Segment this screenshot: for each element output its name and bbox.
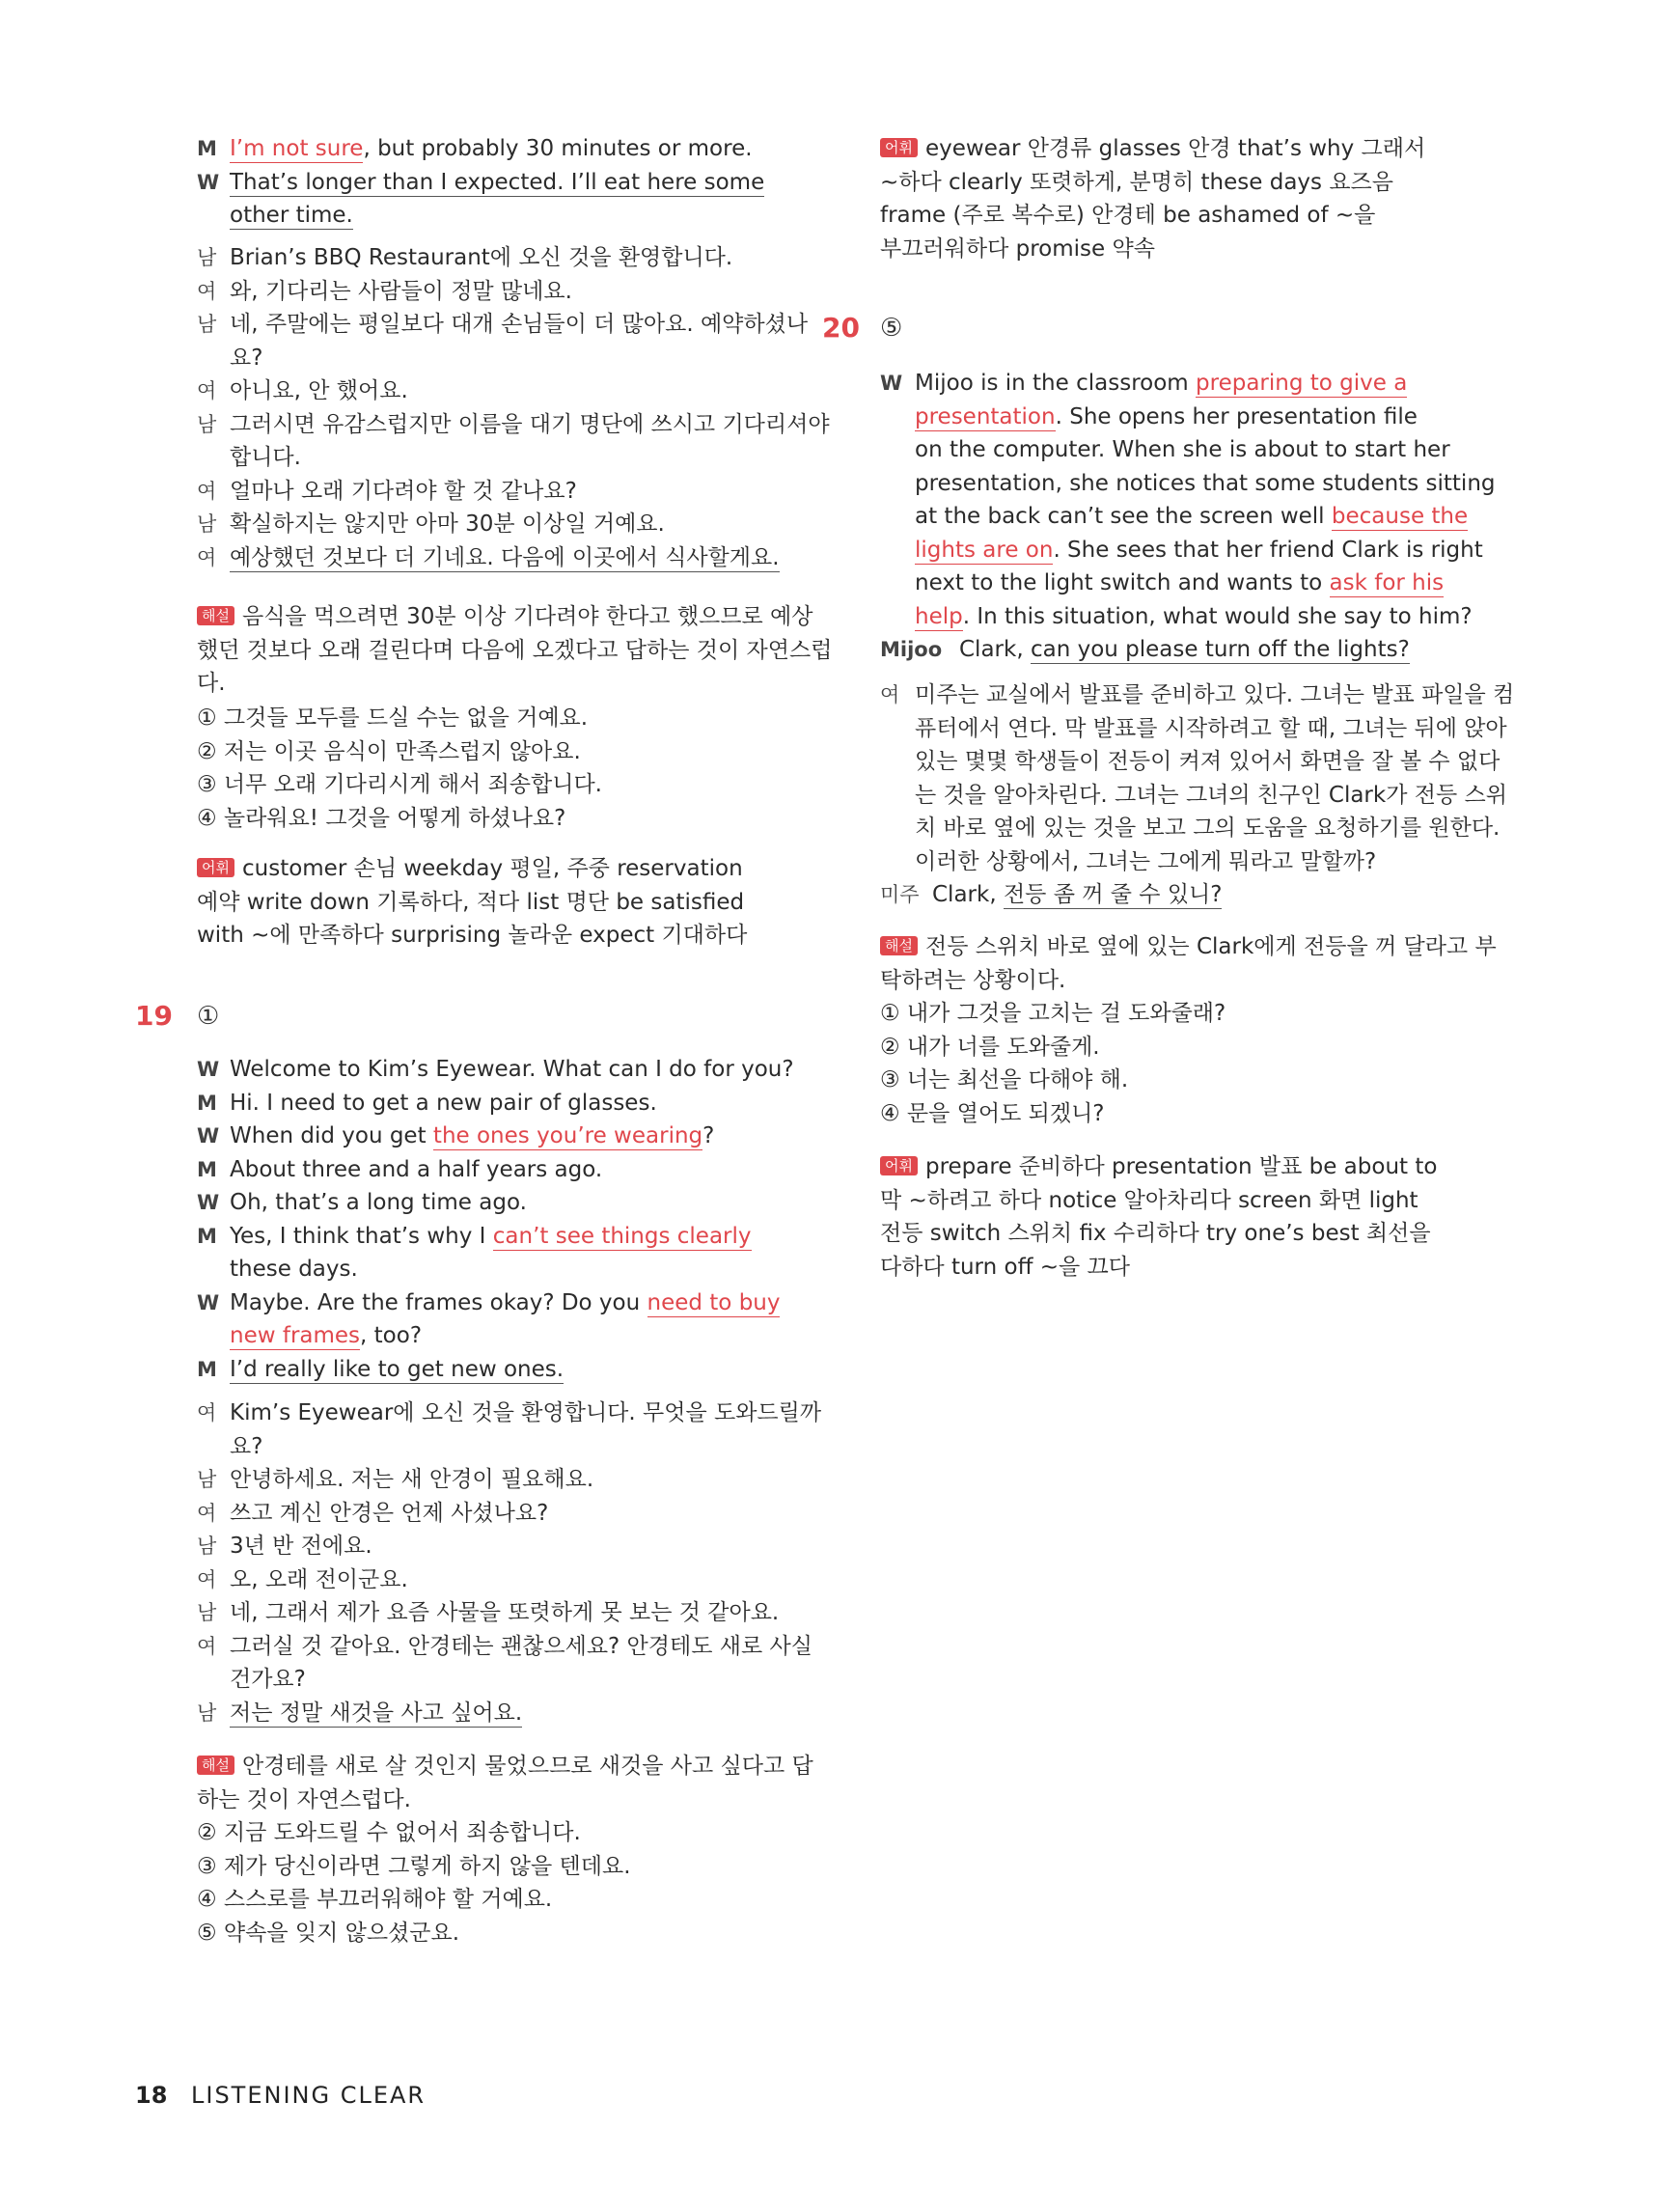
question-number: 20 <box>822 312 860 344</box>
line-text: 그러실 것 같아요. 안경테는 괜찮으세요? 안경테도 새로 사실 <box>230 1633 812 1659</box>
line-text: 네, 주말에는 평일보다 대개 손님들이 더 많아요. 예약하셨나 <box>230 312 809 337</box>
dialog-segment: can’t see things clearly <box>492 1223 752 1249</box>
line-text: 그러시면 유감스럽지만 이름을 대기 명단에 쓰시고 기다리셔야 <box>230 411 830 437</box>
ko-dialog-line <box>230 408 830 441</box>
line-text: 탁하려는 상황이다. <box>880 967 1066 993</box>
ko-dialog-line <box>915 812 1500 844</box>
badge-label: 어휘 <box>880 1156 918 1175</box>
vocab-line <box>880 199 1375 232</box>
ko-dialog-line <box>230 1563 408 1596</box>
dialog-line <box>230 1087 657 1120</box>
speaker-label: 여 <box>197 1567 217 1591</box>
speaker-label: M <box>197 1224 217 1248</box>
line-text: frame (주로 복수로) 안경테 be ashamed of ~을 <box>880 203 1376 228</box>
ko-dialog-line <box>230 1630 812 1663</box>
line-text: ② 내가 너를 도와줄게. <box>880 1034 1100 1060</box>
dialog-segment: need to buy <box>647 1289 781 1315</box>
dialog-segment: the ones you’re wearing <box>432 1123 703 1148</box>
vocab-line <box>197 886 744 919</box>
option-line <box>880 1064 1128 1096</box>
option-line <box>197 768 602 801</box>
line-text: ① 그것들 모두를 드실 수는 없을 거예요. <box>197 705 589 731</box>
speaker-label: W <box>197 170 220 194</box>
line-text: 전등 스위치 바로 옆에 있는 Clark에게 전등을 꺼 달라고 부 <box>924 934 1497 959</box>
line-text: 합니다. <box>230 445 301 470</box>
speaker-label: M <box>197 1357 217 1381</box>
dialog-segment: When did you get <box>230 1123 433 1148</box>
ko-dialog-line <box>915 678 1514 711</box>
explanation-line <box>197 667 226 700</box>
line-text: 는 것을 알아차린다. 그녀는 그녀의 친구인 Clark가 전등 스위 <box>915 782 1507 808</box>
dialog-segment: About three and a half years ago. <box>230 1156 603 1182</box>
dialog-line <box>230 1120 714 1152</box>
speaker-label: W <box>197 1290 220 1314</box>
line-text: ③ 너는 최선을 다해야 해. <box>880 1067 1129 1092</box>
line-text: 막 ~하려고 하다 notice 알아차리다 screen 화면 light <box>880 1187 1418 1213</box>
vocab-line <box>880 132 1425 165</box>
line-text: 안경테를 새로 살 것인지 물었으므로 새것을 사고 싶다고 답 <box>241 1754 813 1779</box>
vocab-line <box>880 1184 1418 1217</box>
ko-dialog-line <box>230 475 577 508</box>
speaker-label: 남 <box>197 1700 217 1725</box>
speaker-label: W <box>197 1191 220 1214</box>
line-text: ① 내가 그것을 고치는 걸 도와줄래? <box>880 1001 1226 1026</box>
badge-label: 어휘 <box>880 138 918 157</box>
line-text: Brian’s BBQ Restaurant에 오신 것을 환영합니다. <box>230 245 733 270</box>
dialog-segment: on the computer. When she is about to start her <box>915 437 1450 462</box>
dialog-segment: , too? <box>360 1323 423 1348</box>
speaker-label: 여 <box>197 545 217 569</box>
line-text: ② 저는 이곳 음식이 만족스럽지 않아요. <box>197 738 581 764</box>
dialog-segment: at the back can’t see the screen well <box>915 504 1332 529</box>
option-line <box>197 1917 459 1949</box>
line-text: 음식을 먹으려면 30분 이상 기다려야 한다고 했으므로 예상 <box>241 604 813 629</box>
line-text: with ~에 만족하다 surprising 놀라운 expect 기대하다 <box>197 923 748 948</box>
line-text: 치 바로 옆에 있는 것을 보고 그의 도움을 요청하기를 원한다. <box>915 816 1501 841</box>
speaker-label: 남 <box>197 512 217 536</box>
dialog-segment: presentation, she notices that some students sitting <box>915 470 1496 496</box>
speaker-label: W <box>197 1058 220 1081</box>
line-text: 다하다 turn off ~을 끄다 <box>880 1254 1130 1280</box>
line-text: 저는 정말 새것을 사고 싶어요. <box>230 1700 523 1726</box>
ko-dialog-line <box>230 1697 522 1729</box>
ko-dialog-line <box>915 779 1507 812</box>
explanation-line <box>197 634 832 667</box>
speaker-label: 여 <box>197 379 217 402</box>
explanation-line <box>880 930 1497 963</box>
line-text: Clark, <box>932 882 1004 907</box>
speaker-label: M <box>197 137 217 160</box>
line-text: ④ 스스로를 부끄러워해야 할 거예요. <box>197 1887 553 1912</box>
line-text: prepare 준비하다 presentation 발표 be about to <box>924 1154 1438 1179</box>
dialog-line <box>230 1220 752 1253</box>
option-line <box>197 1850 631 1883</box>
line-text: ⑤ 약속을 잊지 않으셨군요. <box>197 1920 460 1946</box>
speaker-label: 남 <box>197 1601 217 1624</box>
line-text: 오, 오래 전이군요. <box>230 1566 408 1592</box>
answer-circle: ① <box>197 1002 220 1031</box>
line-text: 있는 몇몇 학생들이 전등이 켜져 있어서 화면을 잘 볼 수 없다 <box>915 749 1501 774</box>
line-text: 얼마나 오래 기다려야 할 것 같나요? <box>230 478 577 504</box>
ko-dialog-line <box>230 1396 821 1429</box>
line-text: 3년 반 전에요. <box>230 1534 372 1559</box>
vocab-line <box>880 1251 1130 1284</box>
dialog-line <box>230 199 353 232</box>
dialog-line <box>230 132 753 165</box>
speaker-label: W <box>197 1124 220 1147</box>
speaker-label: 남 <box>197 1468 217 1491</box>
dialog-segment: . She opens her presentation file <box>1055 403 1418 429</box>
ko-dialog-line <box>230 241 732 274</box>
ko-dialog-line <box>230 1497 548 1530</box>
line-text: 예약 write down 기록하다, 적다 list 명단 be satisfied <box>197 889 745 915</box>
option-line <box>880 1031 1100 1064</box>
speaker-label: 여 <box>197 1401 217 1424</box>
speaker-label: 여 <box>197 1634 217 1658</box>
ko-dialog-line <box>230 1596 779 1629</box>
option-line <box>880 997 1226 1030</box>
line-text: 쓰고 계신 안경은 언제 사셨나요? <box>230 1500 549 1526</box>
dialog-line <box>230 1253 358 1286</box>
line-text: 전등 좀 꺼 줄 수 있니? <box>1003 882 1223 907</box>
dialog-line <box>230 1319 422 1352</box>
ko-dialog-line <box>915 712 1507 745</box>
dialog-line <box>230 1286 780 1319</box>
option-line <box>197 802 565 835</box>
ko-dialog-line <box>230 541 780 574</box>
dialog-line <box>915 367 1407 400</box>
dialog-line <box>230 1153 602 1186</box>
ko-dialog-line <box>230 308 808 341</box>
dialog-line <box>915 567 1444 599</box>
ko-dialog-line <box>230 508 665 540</box>
ko-dialog-line <box>230 441 301 474</box>
line-text: 네, 그래서 제가 요즘 사물을 또렷하게 못 보는 것 같아요. <box>230 1600 780 1625</box>
ko-dialog-line <box>932 878 1222 911</box>
line-text: 요? <box>230 345 263 371</box>
dialog-line <box>915 467 1496 500</box>
speaker-label: M <box>197 1091 217 1115</box>
dialog-segment: Mijoo is in the classroom <box>915 371 1197 396</box>
line-text: 다. <box>197 671 226 696</box>
line-text: 요? <box>230 1433 263 1459</box>
line-text: ④ 문을 열어도 되겠니? <box>880 1100 1105 1126</box>
book-title: LISTENING CLEAR <box>191 2082 427 2109</box>
explanation-line <box>197 600 812 633</box>
dialog-segment: Maybe. Are the frames okay? Do you <box>230 1289 647 1315</box>
page-number: 18 <box>135 2082 168 2109</box>
vocab-line <box>880 166 1393 199</box>
dialog-line <box>915 401 1418 433</box>
dialog-segment: I’d really like to get new ones. <box>230 1356 565 1382</box>
dialog-segment: Oh, that’s a long time ago. <box>230 1190 527 1215</box>
dialog-segment: these days. <box>230 1257 358 1282</box>
explanation-line <box>197 1750 813 1783</box>
vocab-line <box>197 852 743 885</box>
vocab-line <box>880 233 1155 265</box>
dialog-segment: , but probably 30 minutes or more. <box>363 136 753 161</box>
dialog-segment: ? <box>702 1123 715 1148</box>
option-line <box>197 1883 552 1916</box>
option-line <box>197 735 581 768</box>
badge-label: 해설 <box>197 1756 234 1775</box>
dialog-segment: other time. <box>230 203 353 228</box>
dialog-line <box>230 1353 564 1386</box>
line-text: 미주는 교실에서 발표를 준비하고 있다. 그녀는 발표 파일을 컴 <box>915 682 1515 707</box>
question-number: 19 <box>135 1000 173 1032</box>
dialog-segment: Yes, I think that’s why I <box>230 1223 493 1249</box>
speaker-label: 미주 <box>880 883 920 906</box>
dialog-segment: next to the light switch and wants to <box>915 570 1330 595</box>
ko-dialog-line <box>915 845 1376 878</box>
line-text: 하는 것이 자연스럽다. <box>197 1786 411 1812</box>
line-text: ③ 너무 오래 기다리시게 해서 죄송합니다. <box>197 772 602 797</box>
dialog-segment: help <box>915 603 963 629</box>
line-text: ② 지금 도와드릴 수 없어서 죄송합니다. <box>197 1820 581 1845</box>
explanation-line <box>880 964 1065 997</box>
dialog-line <box>230 166 764 199</box>
line-text: ③ 제가 당신이라면 그렇게 하지 않을 텐데요. <box>197 1853 631 1879</box>
line-text: 이러한 상황에서, 그녀는 그에게 뭐라고 말할까? <box>915 848 1377 874</box>
option-line <box>197 702 588 734</box>
dialog-segment: Welcome to Kim’s Eyewear. What can I do for you? <box>230 1057 794 1082</box>
dialog-segment: Hi. I need to get a new pair of glasses. <box>230 1090 657 1116</box>
line-text: 했던 것보다 오래 걸린다며 다음에 오겠다고 답하는 것이 자연스럽 <box>197 637 833 663</box>
explanation-line <box>197 1783 411 1816</box>
dialog-segment: I’m not sure <box>230 136 364 161</box>
speaker-label: Mijoo <box>880 638 943 661</box>
dialog-segment: ask for his <box>1329 570 1445 595</box>
ko-dialog-line <box>230 1430 262 1463</box>
dialog-segment: because the <box>1331 504 1469 529</box>
dialog-segment: That’s longer than I expected. I’ll eat here some <box>230 169 765 195</box>
ko-dialog-line <box>230 1463 593 1496</box>
line-text: 안녕하세요. 저는 새 안경이 필요해요. <box>230 1467 594 1492</box>
dialog-line <box>959 633 1410 666</box>
ko-dialog-line <box>230 275 572 308</box>
speaker-label: W <box>880 372 903 395</box>
dialog-line <box>230 1053 794 1086</box>
badge-label: 해설 <box>197 606 234 625</box>
answer-circle: ⑤ <box>880 314 903 343</box>
ko-dialog-line <box>230 374 408 407</box>
option-line <box>197 1816 581 1849</box>
speaker-label: 남 <box>197 246 217 269</box>
dialog-line <box>915 433 1450 466</box>
speaker-label: 여 <box>880 683 900 706</box>
line-text: ④ 놀라워요! 그것을 어떻게 하셨나요? <box>197 805 566 831</box>
speaker-label: 남 <box>197 412 217 436</box>
line-text: 부끄러워하다 promise 약속 <box>880 235 1155 262</box>
speaker-label: 남 <box>197 313 217 336</box>
speaker-label: 여 <box>197 479 217 503</box>
line-text: customer 손님 weekday 평일, 주중 reservation <box>241 856 743 881</box>
ko-dialog-line <box>230 1663 306 1696</box>
dialog-segment: new frames <box>230 1323 361 1348</box>
line-text: eyewear 안경류 glasses 안경 that’s why 그래서 <box>924 136 1426 161</box>
dialog-segment: . She sees that her friend Clark is right <box>1053 537 1483 563</box>
vocab-line <box>880 1217 1431 1250</box>
line-text: 아니요, 안 했어요. <box>230 378 408 403</box>
line-text: 전등 switch 스위치 fix 수리하다 try one’s best 최선을 <box>880 1221 1431 1246</box>
vocab-line <box>197 919 747 952</box>
dialog-line <box>915 600 1473 633</box>
line-text: 확실하지는 않지만 아마 30분 이상일 거예요. <box>230 512 665 537</box>
dialog-line <box>915 534 1483 567</box>
line-text: 와, 기다리는 사람들이 정말 많네요. <box>230 278 572 304</box>
dialog-segment: preparing to give a <box>1196 371 1408 396</box>
line-text: 예상했던 것보다 더 기네요. 다음에 이곳에서 식사할게요. <box>230 544 780 570</box>
speaker-label: 여 <box>197 279 217 303</box>
badge-label: 해설 <box>880 936 918 955</box>
badge-label: 어휘 <box>197 858 234 877</box>
speaker-label: 여 <box>197 1501 217 1525</box>
dialog-line <box>915 500 1468 533</box>
dialog-segment: Clark, <box>959 637 1031 662</box>
speaker-label: 남 <box>197 1535 217 1558</box>
line-text: ~하다 clearly 또렷하게, 분명히 these days 요즈음 <box>880 169 1393 195</box>
dialog-line <box>230 1186 527 1219</box>
ko-dialog-line <box>230 342 262 374</box>
dialog-segment: lights are on <box>915 537 1054 563</box>
option-line <box>880 1097 1105 1130</box>
line-text: 퓨터에서 연다. 막 발표를 시작하려고 할 때, 그녀는 뒤에 앉아 <box>915 715 1507 741</box>
line-text: 건가요? <box>230 1667 306 1692</box>
vocab-line <box>880 1150 1437 1183</box>
ko-dialog-line <box>915 745 1500 778</box>
dialog-segment: can you please turn off the lights? <box>1030 637 1410 662</box>
speaker-label: M <box>197 1157 217 1181</box>
ko-dialog-line <box>230 1530 372 1562</box>
line-text: Kim’s Eyewear에 오신 것을 환영합니다. 무엇을 도와드릴까 <box>230 1400 822 1425</box>
dialog-segment: presentation <box>915 403 1056 429</box>
dialog-segment: . In this situation, what would she say to him? <box>962 603 1473 629</box>
